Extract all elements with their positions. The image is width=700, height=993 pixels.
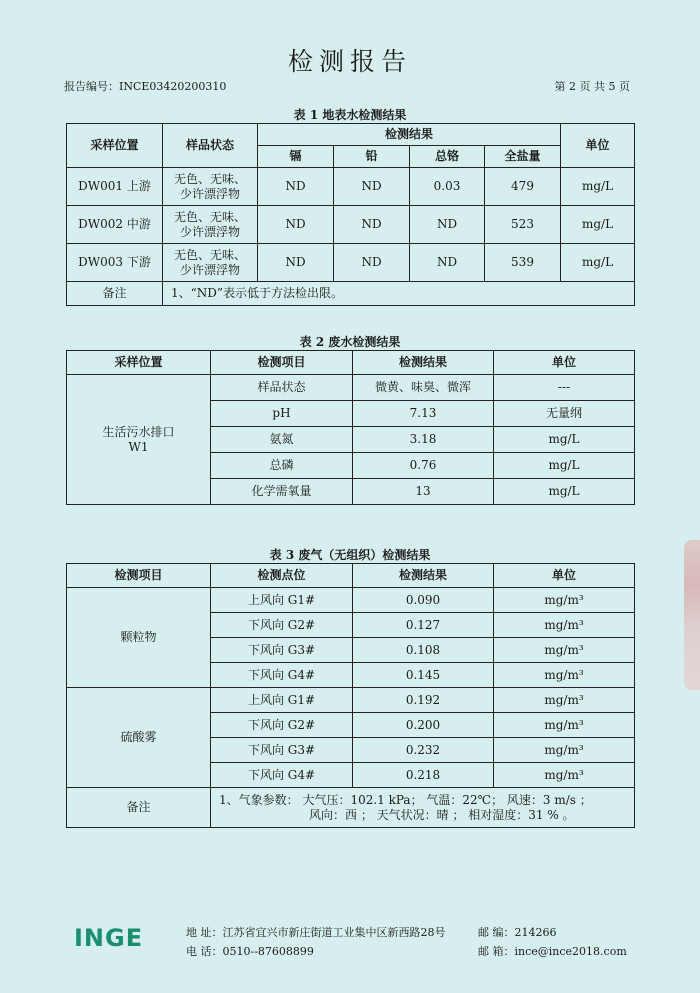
item-cell: pH [211,401,353,427]
table1-header-state: 样品状态 [163,124,258,168]
note-text [211,788,635,828]
state-line: 少许漂浮物 [179,262,240,277]
table2-header-unit: 单位 [494,351,635,375]
unit-cell: mg/L [494,427,635,453]
unit-cell: 无量纲 [494,401,635,427]
result-cell: 0.232 [353,738,494,763]
report-number: 报告编号：INCE03420200310 [64,80,227,93]
table1-header-result: 检测结果 [258,124,561,146]
result-cell: 13 [353,479,494,505]
value-cell: ND [258,244,334,282]
item-cell: 氨氮 [211,427,353,453]
site-cell: DW002 中游 [67,206,163,244]
footer-email: 邮 箱：ince@ince2018.com [478,945,627,958]
footer-phone: 电 话：0510--87608899 [186,945,314,958]
result-cell: 3.18 [353,427,494,453]
unit-cell: mg/L [561,244,635,282]
unit-cell: mg/m³ [494,763,635,788]
table-row [67,375,635,401]
item-cell: 硫酸雾 [67,688,211,788]
value-cell: ND [334,244,410,282]
state-line: 无色、无味、 [173,171,246,186]
table2-caption: 表 2 废水检测结果 [299,335,401,349]
item-cell: 化学需氧量 [211,479,353,505]
result-cell: 0.127 [353,613,494,638]
unit-cell: mg/m³ [494,588,635,613]
result-cell: 0.76 [353,453,494,479]
stamp-fragment [684,540,700,690]
inge-logo: INGE [74,924,144,952]
note-text: 1、“ND”表示低于方法检出限。 [163,282,635,306]
note-label: 备注 [67,788,211,828]
footer-zip: 邮 编：214266 [478,926,557,939]
value-cell: 479 [485,168,561,206]
point-cell: 上风向 G1# [211,688,353,713]
table3-caption: 表 3 废气（无组织）检测结果 [269,548,431,562]
value-cell: ND [334,168,410,206]
table3-header-point: 检测点位 [211,564,353,588]
table1-header-site: 采样位置 [67,124,163,168]
table2-header-item: 检测项目 [211,351,353,375]
site-code: W1 [128,439,149,454]
value-cell: 523 [485,206,561,244]
unit-cell: mg/L [494,479,635,505]
result-cell: 7.13 [353,401,494,427]
table1-sub-header: 铅 [334,146,410,168]
site-cell: DW001 上游 [67,168,163,206]
state-cell [163,244,258,282]
result-cell: 微黄、味臭、微浑 [353,375,494,401]
point-cell: 下风向 G2# [211,713,353,738]
unit-cell: mg/m³ [494,663,635,688]
item-cell: 颗粒物 [67,588,211,688]
table1-sub-header: 镉 [258,146,334,168]
table-row [67,244,635,282]
table-row [67,588,635,613]
wastewater-table [66,350,635,505]
item-cell: 样品状态 [211,375,353,401]
point-cell: 上风向 G1# [211,588,353,613]
result-cell: 0.218 [353,763,494,788]
unit-cell: mg/m³ [494,613,635,638]
note-label: 备注 [67,282,163,306]
unit-cell: --- [494,375,635,401]
site-cell: DW003 下游 [67,244,163,282]
table-row [67,206,635,244]
weather-line-1: 1、气象参数： 大气压：102.1 kPa； 气温：22℃； 风速：3 m/s ； [219,792,592,807]
point-cell: 下风向 G4# [211,663,353,688]
table2-header-site: 采样位置 [67,351,211,375]
table-row [67,688,635,713]
surface-water-table [66,123,635,306]
table3-header-result: 检测结果 [353,564,494,588]
result-cell: 0.108 [353,638,494,663]
value-cell: 539 [485,244,561,282]
table1-caption: 表 1 地表水检测结果 [293,108,407,122]
table1-sub-header: 全盐量 [485,146,561,168]
point-cell: 下风向 G3# [211,738,353,763]
table1-header-unit: 单位 [561,124,635,168]
result-cell: 0.200 [353,713,494,738]
page-number: 第 2 页 共 5 页 [554,80,630,93]
unit-cell: mg/m³ [494,688,635,713]
unit-cell: mg/m³ [494,738,635,763]
weather-line-2: 风向：西 ； 天气状况：晴 ； 相对湿度：31 % 。 [309,807,575,822]
table-row [67,168,635,206]
unit-cell: mg/L [561,206,635,244]
state-cell [163,206,258,244]
result-cell: 0.192 [353,688,494,713]
state-line: 无色、无味、 [173,209,246,224]
footer-address: 地 址：江苏省宜兴市新庄街道工业集中区新西路28号 [186,926,446,939]
site-cell [67,375,211,505]
value-cell: ND [410,206,485,244]
table1-sub-header: 总铬 [410,146,485,168]
report-title: 检测报告 [287,47,412,76]
state-line: 少许漂浮物 [179,224,240,239]
unit-cell: mg/L [561,168,635,206]
state-cell [163,168,258,206]
value-cell: ND [258,168,334,206]
table2-header-result: 检测结果 [353,351,494,375]
item-cell: 总磷 [211,453,353,479]
result-cell: 0.090 [353,588,494,613]
value-cell: ND [334,206,410,244]
point-cell: 下风向 G3# [211,638,353,663]
value-cell: 0.03 [410,168,485,206]
site-name: 生活污水排口 [102,424,175,439]
value-cell: ND [410,244,485,282]
table3-header-unit: 单位 [494,564,635,588]
result-cell: 0.145 [353,663,494,688]
unit-cell: mg/L [494,453,635,479]
table3-header-item: 检测项目 [67,564,211,588]
unit-cell: mg/m³ [494,638,635,663]
unit-cell: mg/m³ [494,713,635,738]
state-line: 少许漂浮物 [179,186,240,201]
value-cell: ND [258,206,334,244]
state-line: 无色、无味、 [173,247,246,262]
point-cell: 下风向 G4# [211,763,353,788]
exhaust-gas-table [66,563,635,828]
point-cell: 下风向 G2# [211,613,353,638]
